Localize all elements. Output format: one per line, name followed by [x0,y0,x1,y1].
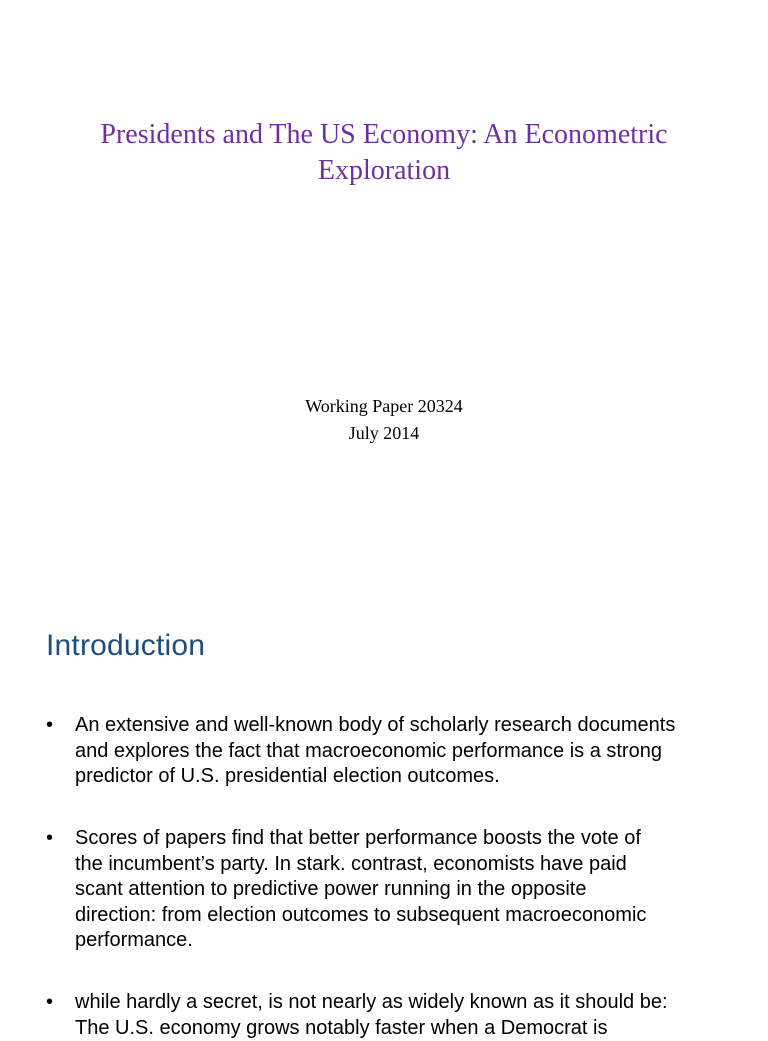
bullet-item [46,713,736,790]
paper-title-line: Presidents and The US Economy: An Econometric [0,117,768,153]
bullet-line: and explores the fact that macroeconomic performance is a strong [75,739,736,765]
bullet-line: The U.S. economy grows notably faster when a Democrat is [75,1016,736,1041]
paper-meta [0,393,768,447]
paper-title-line: Exploration [0,153,768,189]
bullet-line: An extensive and well-known body of scholarly research documents [75,713,736,739]
bullet-line: direction: from election outcomes to subsequent macroeconomic [75,903,736,929]
bullet-line: Scores of papers find that better performance boosts the vote of [75,826,736,852]
bullet-line: predictor of U.S. presidential election outcomes. [75,764,736,790]
paper-date: July 2014 [0,420,768,447]
bullet-line: scant attention to predictive power running in the opposite [75,877,736,903]
bullet-marker: • [46,713,66,739]
bullet-line: while hardly a secret, is not nearly as widely known as it should be: [75,990,736,1016]
bullet-line: the incumbent’s party. In stark. contrast, economists have paid [75,852,736,878]
bullet-text [75,826,736,954]
bullet-item [46,990,736,1041]
bullet-item [46,826,736,954]
working-paper-number: Working Paper 20324 [0,393,768,420]
bullet-line: performance. [75,928,736,954]
bullet-text [75,990,736,1041]
bullet-marker: • [46,826,66,852]
section-heading: Introduction [46,626,205,666]
bullet-marker: • [46,990,66,1016]
bullet-text [75,713,736,790]
paper-title [0,117,768,189]
